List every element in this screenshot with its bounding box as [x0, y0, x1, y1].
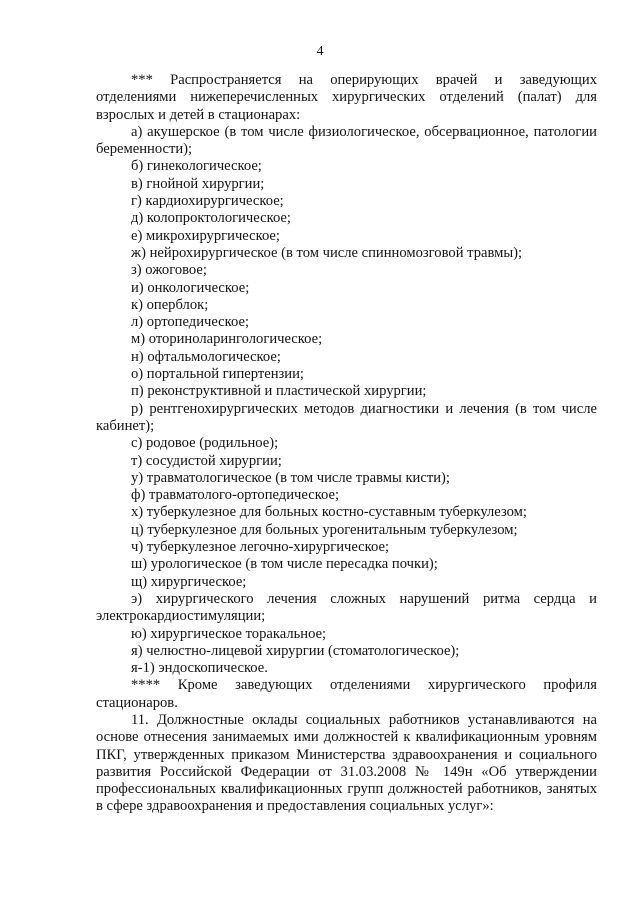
footnote-quad-asterisk: **** Кроме заведующих отделениями хирургического профиля стационаров. — [96, 677, 597, 711]
list-item: я) челюстно-лицевой хирургии (стоматологическое); — [131, 642, 460, 659]
list-item: в) гнойной хирургии; — [131, 175, 265, 192]
list-item: о) портальной гипертензии; — [131, 366, 304, 383]
paragraph-11: 11. Должностные оклады социальных работников устанавливаются на основе отнесения занимаемых ими должностей к квалификационным уровням ПКГ, утвержденных приказом Министерства здравоохранения и социального развития Российской Федерации от 31.03.2008 № 149н «Об утверждении профессиональных квалификационных групп должностей работников, занятых в сфере здравоохранения и предоставления социальных услуг»: — [96, 711, 597, 815]
list-item: д) колопроктологическое; — [131, 210, 291, 227]
list-item: н) офтальмологическое; — [131, 348, 281, 365]
list-item: ф) травматолого-ортопедическое; — [131, 487, 340, 504]
list-item: и) онкологическое; — [131, 279, 250, 296]
list-item: а) акушерское (в том числе физиологическое, обсервационное, патологии беременности); — [96, 123, 597, 158]
list-item: б) гинекологическое; — [131, 158, 262, 175]
list-item: с) родовое (родильное); — [131, 435, 279, 452]
list-item: п) реконструктивной и пластической хирургии; — [131, 383, 427, 400]
list-item: ц) туберкулезное для больных урогенитальным туберкулезом; — [131, 521, 518, 538]
list-item: х) туберкулезное для больных костно-суставным туберкулезом; — [131, 504, 527, 521]
page-number: 4 — [316, 44, 324, 59]
list-item: ю) хирургическое торакальное; — [131, 625, 327, 642]
list-item: м) оториноларингологическое; — [131, 331, 323, 348]
list-item: у) травматологическое (в том числе травмы кисти); — [131, 469, 450, 486]
list-item: ч) туберкулезное легочно-хирургическое; — [131, 539, 390, 556]
footnote-triple-asterisk: *** Распространяется на оперирующих врачей и заведующих отделениями нижеперечисленных хирургических отделений (палат) для взрослых и детей в стационарах: — [96, 72, 597, 123]
list-item: ж) нейрохирургическое (в том числе спинномозговой травмы); — [131, 244, 523, 261]
list-item: к) оперблок; — [131, 296, 209, 313]
document-body — [96, 72, 597, 816]
list-item: е) микрохирургическое; — [131, 227, 280, 244]
list-item: щ) хирургическое; — [131, 573, 247, 590]
list-item: г) кардиохирургическое; — [131, 193, 284, 210]
list-item: р) рентгенохирургических методов диагностики и лечения (в том числе кабинет); — [96, 400, 597, 434]
list-item: т) сосудистой хирургии; — [131, 452, 282, 469]
list-item: я-1) эндоскопическое. — [131, 660, 268, 677]
department-list — [96, 124, 597, 678]
list-item: з) ожоговое; — [131, 262, 207, 279]
list-item: э) хирургического лечения сложных нарушений ритма сердца и электрокардиостимуляции; — [96, 590, 597, 625]
list-item: ш) урологическое (в том числе пересадка почки); — [131, 556, 438, 573]
list-item: л) ортопедическое; — [131, 314, 250, 331]
